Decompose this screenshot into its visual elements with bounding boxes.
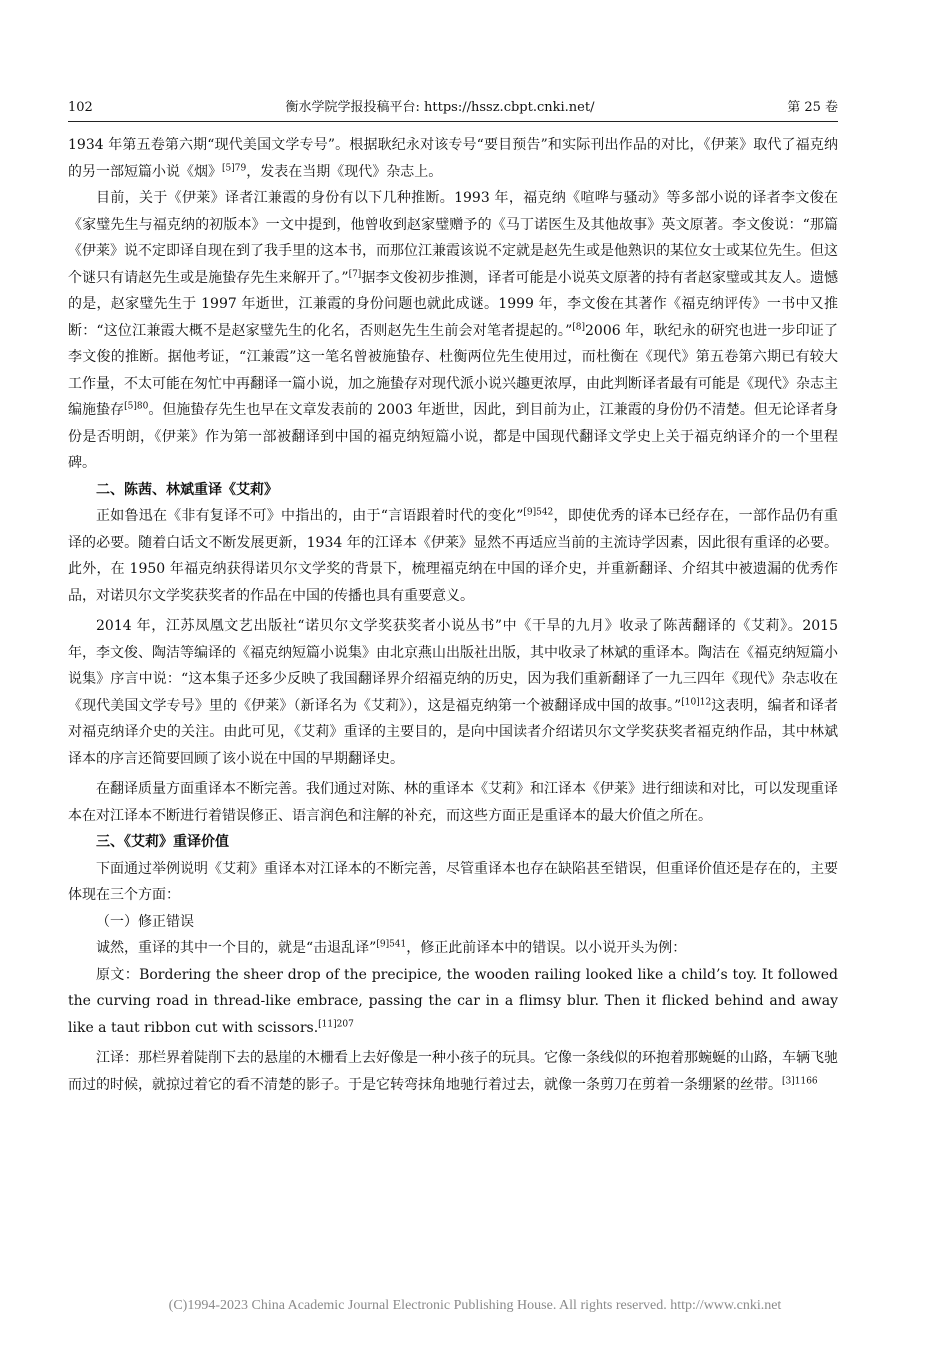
copyright-footer: (C)1994-2023 China Academic Journal Electronic Publishing House. All rights reserved. http://www.cnki.net bbox=[168, 1298, 782, 1313]
page-number: 102 bbox=[68, 100, 93, 115]
journal-submission-url[interactable]: 衡水学院学报投稿平台: https://hssz.cbpt.cnki.net/ bbox=[285, 100, 595, 115]
jiang-translation-quote: 江译：那栏界着陡削下去的悬崖的木栅看上去好像是一种小孩子的玩具。它像一条线似的环抱着那蜿蜒的山路，车辆飞驰而过的时候，就掠过着它的看不清楚的影子。于是它转弯抹角地驰行着过去，就像一条剪刀在剪着一条绷紧的丝带。$^{[3]1166}$ bbox=[68, 1050, 838, 1093]
section-heading-2: 二、陈茜、林斌重译《艾莉》 bbox=[96, 481, 278, 498]
paragraph-6: 下面通过举例说明《艾莉》重译本对江译本的不断完善，尽管重译本也存在缺陷甚至错误，但重译价值还是存在的，主要体现在三个方面： bbox=[68, 860, 838, 903]
volume-label: 第 25 卷 bbox=[787, 100, 838, 115]
citation: [9]541 bbox=[376, 939, 407, 950]
citation: [5]80 bbox=[124, 401, 149, 412]
citation: [10]12 bbox=[681, 696, 712, 707]
subsection-heading-1: （一）修正错误 bbox=[96, 913, 194, 930]
original-text-quote: 原文：Bordering the sheer drop of the precipice, the wooden railing looked like a child’s toy. It followed the curving road in thread-like embrace, passing the car in a flimsy blur. Then it flicked behind and away like a taut ribbon cut with scissors.$^{[11]207}$ bbox=[68, 966, 839, 1036]
paragraph-3: 正如鲁迅在《非有复译不可》中指出的，由于“言语跟着时代的变化”$^{[9]542}$，即使优秀的译本已经存在，一部作品仍有重译的必要。随着白话文不断发展更新，1934 年的江译本《伊莱》显然不再适应当前的主流诗学因素，因此很有重译的必要。此外，在 1950 年福克纳获得诺贝尔文学奖的背景下，梳理福克纳在中国的译介史，并重新翻译、介绍其中被遗漏的优秀作品，对诺贝尔文学奖获奖者的作品在中国的传播也具有重要意义。 bbox=[68, 507, 838, 604]
citation: [9]542 bbox=[523, 507, 554, 518]
paragraph-7: 诚然，重译的其中一个目的，就是“击退乱译”$^{[9]541}$，修正此前译本中的错误。以小说开头为例： bbox=[96, 939, 687, 956]
citation: [5]79 bbox=[222, 162, 247, 173]
citation: [8] bbox=[572, 321, 586, 332]
citation: [7] bbox=[348, 268, 362, 279]
paragraph-1: 1934 年第五卷第六期“现代美国文学专号”。根据耿纪永对该专号“要目预告”和实际刊出作品的对比，《伊莱》取代了福克纳的另一部短篇小说《烟》$^{[5]79}$，发表在当期《现代》杂志上。 bbox=[68, 137, 838, 180]
paragraph-5: 在翻译质量方面重译本不断完善。我们通过对陈、林的重译本《艾莉》和江译本《伊莱》进行细读和对比，可以发现重译本在对江译本不断进行着错误修正、语言润色和注解的补充，而这些方面正是重译本的最大价值之所在。 bbox=[68, 781, 838, 824]
section-heading-3: 三、《艾莉》重译价值 bbox=[96, 834, 229, 850]
citation: [11]207 bbox=[318, 1018, 354, 1029]
paragraph-2: 目前，关于《伊莱》译者江兼霞的身份有以下几种推断。1993 年，福克纳《喧哗与骚动》等多部小说的译者李文俊在《家璧先生与福克纳的初版本》一文中提到，他曾收到赵家璧赠予的《马丁诺医生及其他故事》英文原著。李文俊说：“那篇《伊莱》说不定即译自现在到了我手里的这本书，而那位江兼霞该说不定就是赵先生或是他熟识的某位女士或某位先生。但这个谜只有请赵先生或是施蛰存先生来解开了。”[7]据李文俊初步推测，译者可能是小说英文原著的持有者赵家璧或其友人。遗憾的是，赵家璧先生于 1997 年逝世，江兼霞的身份问题也就此成谜。1999 年，李文俊在其著作《福克纳评传》一书中又推断：“这位江兼霞大概不是赵家璧先生的化名，否则赵先生生前会对笔者提起的。”[8]2006 年，耿纪永的研究也进一步印证了李文俊的推断。据他考证，“江兼霞”这一笔名曾被施蛰存、杜衡两位先生使用过，而杜衡在《现代》第五卷第六期已有较大工作量，不太可能在匆忙中再翻译一篇小说，加之施蛰存对现代派小说兴趣更浓厚，由此判断译者最有可能是《现代》杂志主编施蛰存$^{[5]80}$。但施蛰存先生也早在文章发表前的 2003 年逝世，因此，到目前为止，江兼霞的身份仍不清楚。但无论译者身份是否明朗，《伊莱》作为第一部被翻译到中国的福克纳短篇小说，都是中国现代翻译文学史上关于福克纳译介的一个里程碑。 bbox=[68, 190, 839, 471]
citation: [3]1166 bbox=[782, 1075, 818, 1086]
page bbox=[68, 96, 838, 1098]
running-header bbox=[68, 96, 838, 122]
article-body bbox=[68, 132, 838, 1098]
paragraph-4: 2014 年，江苏凤凰文艺出版社“诺贝尔文学奖获奖者小说丛书”中《干旱的九月》收录了陈茜翻译的《艾莉》。2015 年，李文俊、陶洁等编译的《福克纳短篇小说集》由北京燕山出版社出版，其中收录了林斌的重译本。陶洁在《福克纳短篇小说集》序言中说：“这本集子还多少反映了我国翻译界介绍福克纳的历史，因为我们重新翻译了一九三四年《现代》杂志收在《现代美国文学专号》里的《伊莱》（新译名为《艾莉》），这是福克纳第一个被翻译成中国的故事。”$^{[10]12}$这表明，编者和译者对福克纳译介史的关注。由此可见，《艾莉》重译的主要目的，是向中国读者介绍诺贝尔文学奖获奖者福克纳作品，其中林斌译本的序言还简要回顾了该小说在中国的早期翻译史。 bbox=[68, 618, 839, 767]
